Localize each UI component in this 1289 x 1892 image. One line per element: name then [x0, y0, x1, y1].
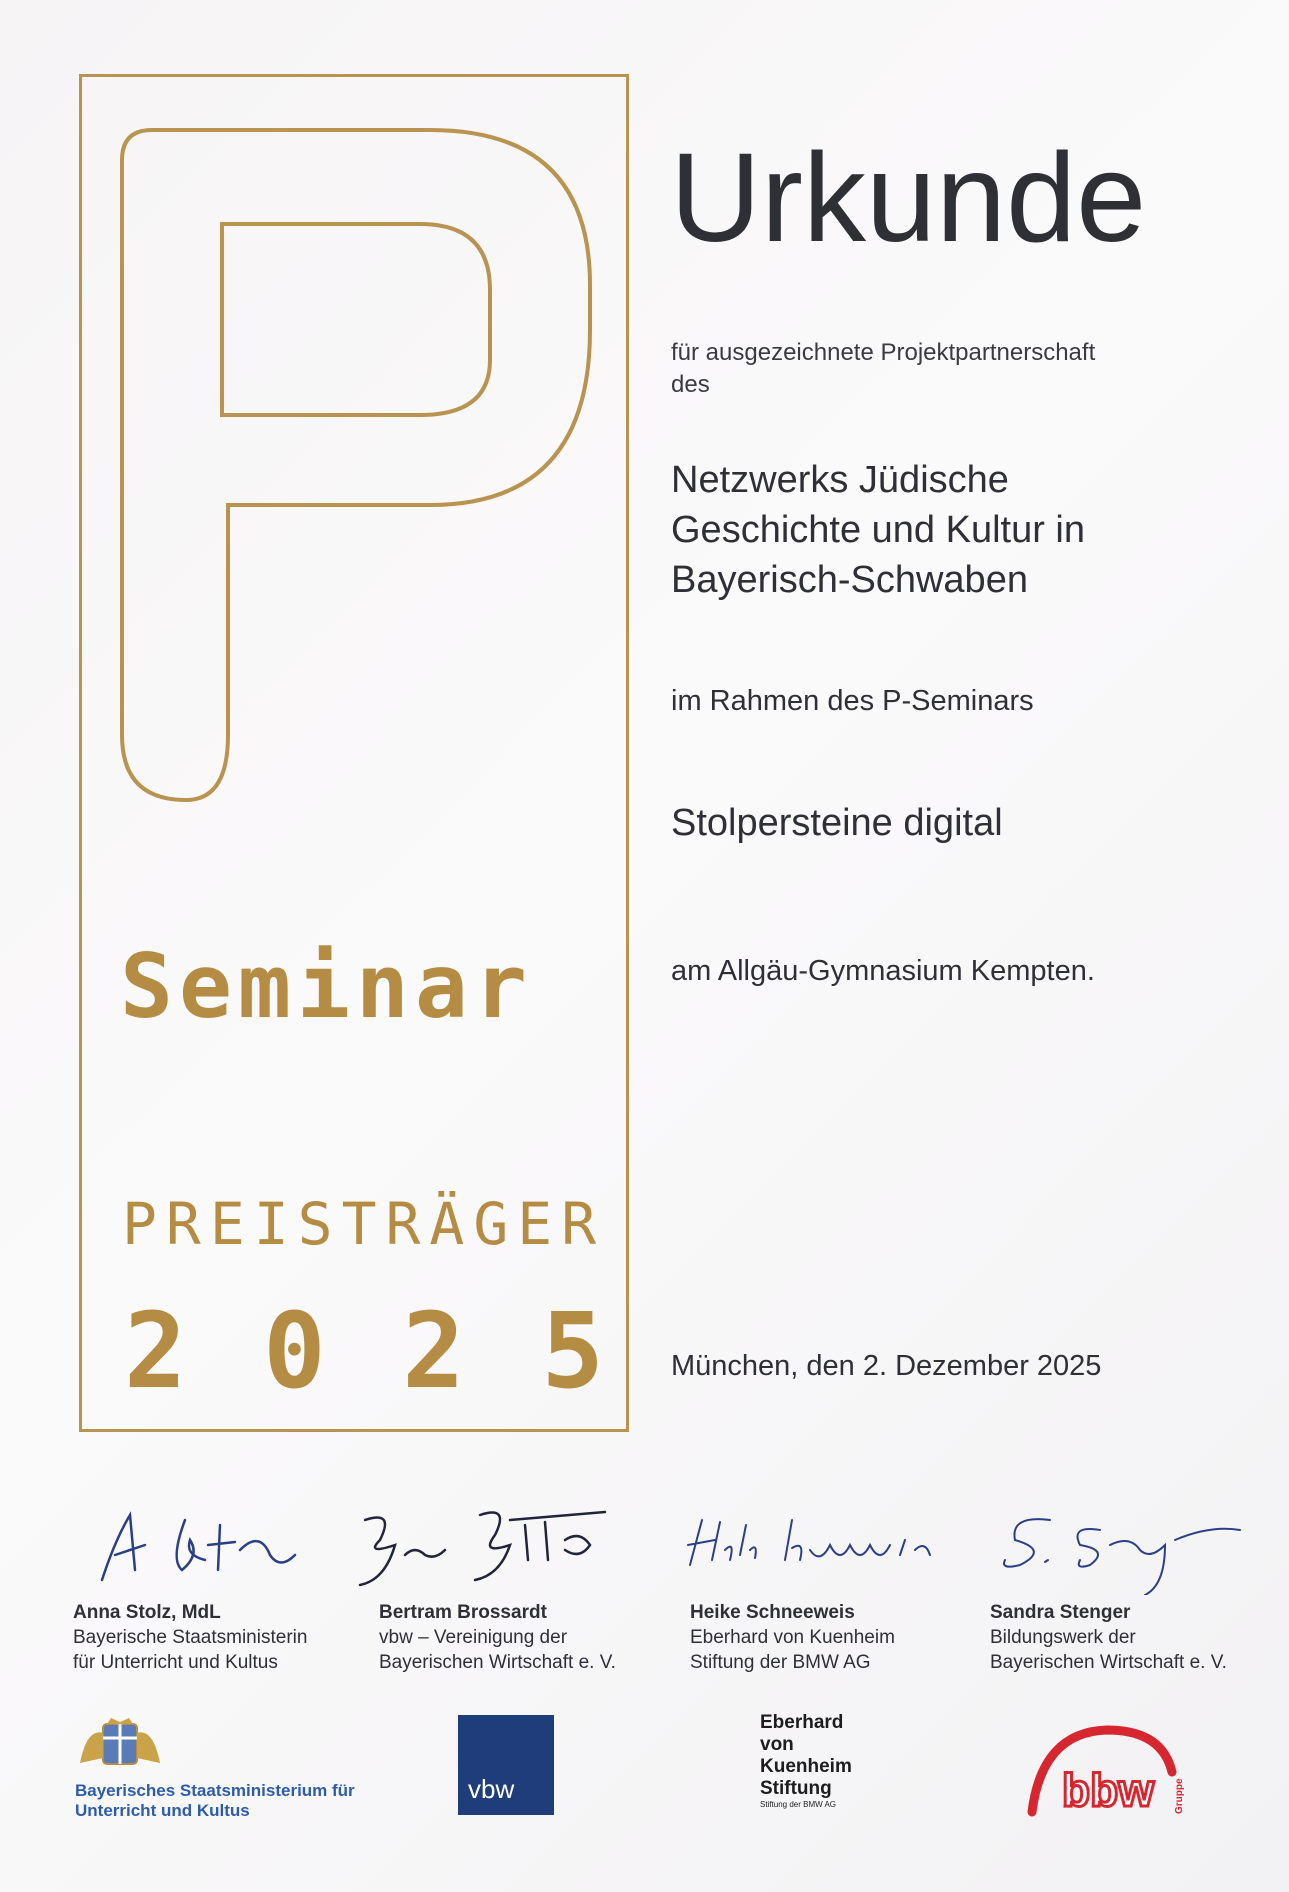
signer-name: Anna Stolz, MdL — [73, 1602, 221, 1623]
signer-role: Bayerische Staatsministerin — [73, 1627, 308, 1648]
preistraeger-label: PREISTRÄGER — [122, 1190, 606, 1258]
year-digit: 2 — [402, 1290, 465, 1412]
evk-line: Stiftung — [760, 1778, 832, 1799]
evk-subline: Stiftung der BMW AG — [760, 1800, 837, 1809]
seminar-wordmark: Seminar — [120, 935, 533, 1038]
signer-role: Bayerischen Wirtschaft e. V. — [379, 1652, 616, 1673]
recipient-line: Bayerisch-Schwaben — [671, 559, 1028, 601]
signer-name: Sandra Stenger — [990, 1602, 1131, 1623]
evk-line: von — [760, 1734, 794, 1755]
signer-role: Bildungswerk der — [990, 1627, 1136, 1648]
signer-role: Stiftung der BMW AG — [690, 1652, 871, 1673]
school-line: am Allgäu-Gymnasium Kempten. — [671, 955, 1095, 987]
year-digit: 5 — [541, 1290, 604, 1412]
certificate-title: Urkunde — [670, 127, 1147, 268]
evk-line: Eberhard — [760, 1712, 844, 1733]
vbw-logo: vbw — [458, 1715, 554, 1815]
signer-block — [73, 1600, 307, 1675]
signature-stenger — [990, 1500, 1260, 1595]
award-year — [124, 1290, 604, 1412]
signer-block — [990, 1600, 1227, 1675]
signer-role: vbw – Vereinigung der — [379, 1627, 568, 1648]
year-digit: 0 — [263, 1290, 326, 1412]
signer-name: Heike Schneeweis — [690, 1602, 855, 1623]
intro-line: des — [671, 371, 710, 398]
signer-block — [379, 1600, 616, 1675]
signature-stolz — [90, 1500, 370, 1595]
recipient-line: Geschichte und Kultur in — [671, 509, 1086, 551]
place-date: München, den 2. Dezember 2025 — [671, 1350, 1102, 1382]
p-letter-outline — [120, 110, 595, 910]
project-name: Stolpersteine digital — [671, 802, 1003, 844]
signature-brossardt — [350, 1500, 630, 1595]
signer-name: Bertram Brossardt — [379, 1602, 547, 1623]
intro-line: für ausgezeichnete Projektpartnerschaft — [671, 339, 1096, 366]
bbw-wordmark: bbw — [1062, 1764, 1154, 1816]
signer-role: Eberhard von Kuenheim — [690, 1627, 895, 1648]
signer-block — [690, 1600, 895, 1675]
signer-role: für Unterricht und Kultus — [73, 1652, 278, 1673]
evk-stiftung-logo — [760, 1712, 852, 1810]
signer-role: Bayerischen Wirtschaft e. V. — [990, 1652, 1227, 1673]
bbw-group-label: Gruppe — [1174, 1778, 1185, 1814]
signature-schneeweis — [680, 1500, 960, 1595]
evk-line: Kuenheim — [760, 1756, 852, 1777]
ministry-logo — [75, 1718, 375, 1821]
ministry-name-line: Unterricht und Kultus — [75, 1801, 250, 1820]
year-digit: 2 — [124, 1290, 187, 1412]
bavarian-coat-of-arms-icon — [75, 1718, 165, 1773]
context-line: im Rahmen des P-Seminars — [671, 685, 1034, 717]
bbw-logo — [1022, 1722, 1192, 1822]
recipient-line: Netzwerks Jüdische — [671, 459, 1009, 501]
ministry-name-line: Bayerisches Staatsministerium für — [75, 1781, 355, 1800]
